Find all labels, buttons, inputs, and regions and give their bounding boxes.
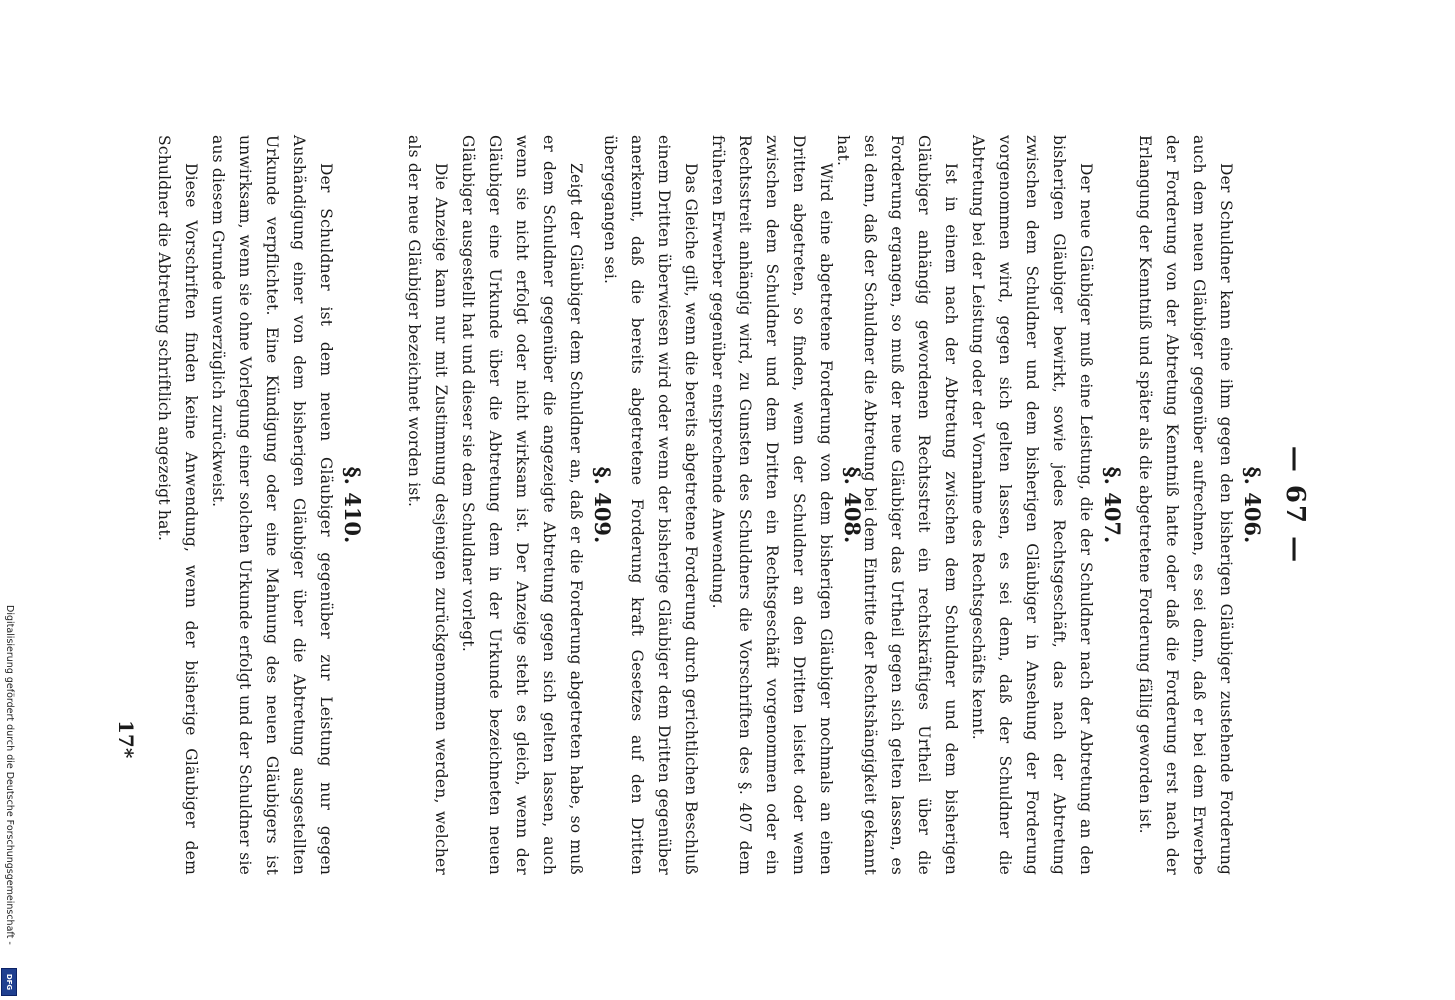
section-title: §. 409. <box>590 466 615 544</box>
section-410 <box>150 135 365 875</box>
paragraph: Wird eine abgetretene Forderung von dem bisherigen Gläubiger nochmals an einen Dritten abgetreten, so finden, wenn der Schuldner an den Dritten leistet oder wenn zwischen dem Schuldner und dem Dritten ein Rechtsgeschäft vorgenommen oder ein Rechtsstreit anhängig wird, zu Gunsten des Schuldners die Vorschriften des §. 407 dem früheren Erwerber gegenüber entsprechende Anwendung. <box>709 135 835 875</box>
signature-mark: 17* <box>114 720 138 759</box>
paragraph: Ist in einem nach der Abtretung zwischen dem Schuldner und dem bisherigen Gläubiger anhängig gewordenen Rechtsstreit ein rechtskräftiges Urtheil über die Forderung ergangen, so muß der neue Gläubiger das Urtheil gegen sich gelten lassen, es sei denn, daß der Schuldner die Abtretung bei dem Eintritte der Rechtshängigkeit gekannt hat. <box>834 135 960 875</box>
section-409 <box>400 135 615 875</box>
paragraph: Die Anzeige kann nur mit Zustimmung desjenigen zurückgenommen werden, welcher als der neue Gläubiger bezeichnet worden ist. <box>405 135 450 875</box>
printer-signature <box>98 720 138 780</box>
paragraph: Das Gleiche gilt, wenn die bereits abgetretene Forderung durch gerichtlichen Beschluß einem Dritten überwiesen wird oder wenn der bisherige Gläubiger dem Dritten gegenüber anerkennt, daß die bereits abgetretene Forderung kraft Gesetzes auf den Dritten übergegangen sei. <box>601 135 700 875</box>
paragraph: Der Schuldner ist dem neuen Gläubiger gegenüber zur Leistung nur gegen Aushändigung einer von dem bisherigen Gläubiger über die Abtretung ausgestellten Urkunde verpflichtet. Eine Kündigung oder eine Mahnung des neuen Gläubigers ist unwirksam, wenn sie ohne Vorlegung einer solchen Urkunde erfolgt und der Schuldner sie aus diesem Grunde unverzüglich zurückweist. <box>209 135 335 875</box>
paragraph: Der Schuldner kann eine ihm gegen den bisherigen Gläubiger zustehende Forderung auch dem neuen Gläubiger gegenüber aufrechnen, es sei denn, daß er bei dem Erwerbe der Forderung von der Abtretung Kenntniß hatte oder daß die Forderung erst nach der Erlangung der Kenntniß und später als die abgetretene Forderung fällig geworden ist. <box>1136 135 1235 875</box>
dfg-logo-text: DFG <box>5 973 13 991</box>
section-408 <box>596 135 865 875</box>
digitisation-note <box>2 605 16 1000</box>
paragraph: Diese Vorschriften finden keine Anwendung, wenn der bisherige Gläubiger dem Schuldner die Abtretung schriftlich angezeigt hat. <box>155 135 200 875</box>
rotated-page <box>125 25 1325 985</box>
paragraph: Der neue Gläubiger muß eine Leistung, die der Schuldner nach der Abtretung an den bisherigen Gläubiger bewirkt, sowie jedes Rechtsgeschäft, das nach der Abtretung zwischen dem Schuldner und dem bisherigen Gläubiger in Ansehung der Forderung vorgenommen wird, gegen sich gelten lassen, es sei denn, daß der Schuldner die Abtretung bei der Leistung oder der Vornahme des Rechtsgeschäfts kennt. <box>969 135 1095 875</box>
page-number: — 67 — <box>1280 445 1310 565</box>
section-title: §. 408. <box>840 466 865 544</box>
paragraph: Zeigt der Gläubiger dem Schuldner an, daß er die Forderung abgetreten habe, so muß er dem Schuldner gegenüber die angezeigte Abtretung gegen sich gelten lassen, auch wenn sie nicht erfolgt oder nicht wirksam ist. Der Anzeige steht es gleich, wenn der Gläubiger eine Urkunde über die Abtretung dem in der Urkunde bezeichneten neuen Gläubiger ausgestellt hat und dieser sie dem Schuldner vorlegt. <box>459 135 585 875</box>
section-title: §. 406. <box>1240 466 1265 544</box>
section-406 <box>1131 135 1265 875</box>
section-407 <box>829 135 1125 875</box>
dfg-logo <box>1 968 17 996</box>
section-title: §. 410. <box>340 466 365 544</box>
section-title: §. 407. <box>1100 466 1125 544</box>
digitisation-text: Digitalisierung gefördert durch die Deutsche Forschungsgemeinschaft - <box>4 605 15 945</box>
